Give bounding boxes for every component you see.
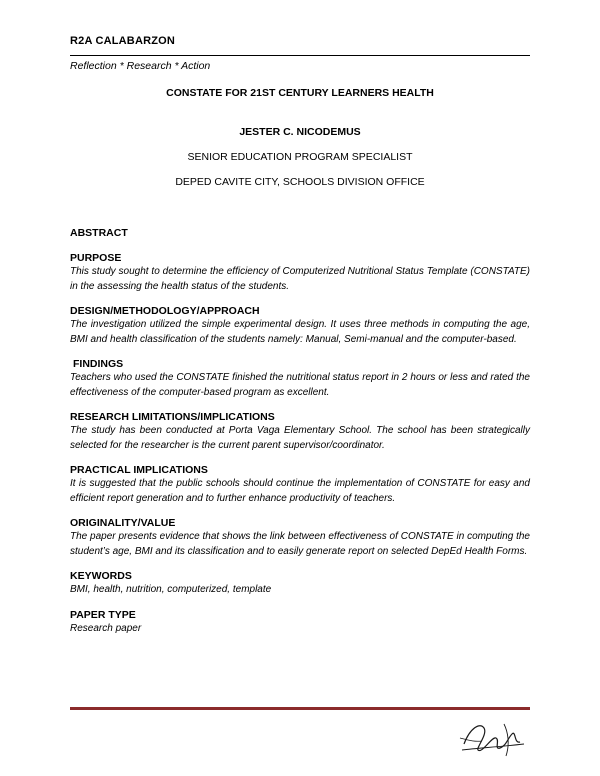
section-heading: FINDINGS	[73, 358, 124, 370]
section-heading: PAPER TYPE	[70, 608, 136, 621]
author-name: JESTER C. NICODEMUS	[239, 126, 361, 138]
section-paper-type	[70, 608, 530, 637]
section-heading: PRACTICAL IMPLICATIONS	[70, 464, 208, 476]
section-text: The paper presents evidence that shows the link between effectiveness of CONSTATE in computing the student’s age, BMI and its classification and to easily generate report on selected DepEd Health Forms.	[70, 531, 530, 557]
section-text: The study has been conducted at Porta Vaga Elementary School. The school has been strategically selected for the researcher is the current parent supervisor/coordinator.	[70, 425, 530, 451]
section-originality	[70, 516, 530, 559]
section-practical	[70, 463, 530, 506]
section-text: Teachers who used the CONSTATE finished the nutritional status report in 2 hours or less and rated the effectiveness of the computer-based program as excellent.	[70, 372, 530, 398]
section-heading: RESEARCH LIMITATIONS/IMPLICATIONS	[70, 411, 275, 423]
paper-title: CONSTATE FOR 21ST CENTURY LEARNERS HEALTH	[166, 87, 434, 99]
author-position: SENIOR EDUCATION PROGRAM SPECIALIST	[187, 151, 413, 163]
journal-region: R2A CALABARZON	[70, 35, 176, 47]
section-findings	[70, 357, 530, 400]
section-heading: DESIGN/METHODOLOGY/APPROACH	[70, 305, 260, 317]
abstract-heading: ABSTRACT	[70, 227, 128, 239]
journal-tagline: Reflection * Research * Action	[70, 60, 211, 72]
section-purpose	[70, 251, 530, 294]
abstract-body	[70, 251, 530, 646]
section-text: BMI, health, nutrition, computerized, template	[70, 584, 272, 595]
section-text: Research paper	[70, 622, 142, 634]
section-text: It is suggested that the public schools should continue the implementation of CONSTATE for easy and efficient report generation and to further enhance productivity of teachers.	[70, 478, 530, 504]
footer-rule	[70, 707, 530, 710]
section-heading: ORIGINALITY/VALUE	[70, 517, 176, 529]
section-text: The investigation utilized the simple experimental design. It uses three methods in computing the age, BMI and health classification of the students namely: Manual, Semi-manual and the computer-based.	[70, 319, 530, 345]
section-design	[70, 304, 530, 347]
header-divider	[70, 55, 530, 56]
section-heading: PURPOSE	[70, 252, 122, 264]
author-office: DEPED CAVITE CITY, SCHOOLS DIVISION OFFICE	[175, 176, 425, 188]
signature-icon	[458, 714, 528, 760]
section-text: This study sought to determine the efficiency of Computerized Nutritional Status Template (CONSTATE) in the assessing the health status of the students.	[70, 266, 530, 292]
section-heading: KEYWORDS	[70, 570, 132, 582]
section-keywords	[70, 569, 530, 598]
section-limitations	[70, 410, 530, 453]
